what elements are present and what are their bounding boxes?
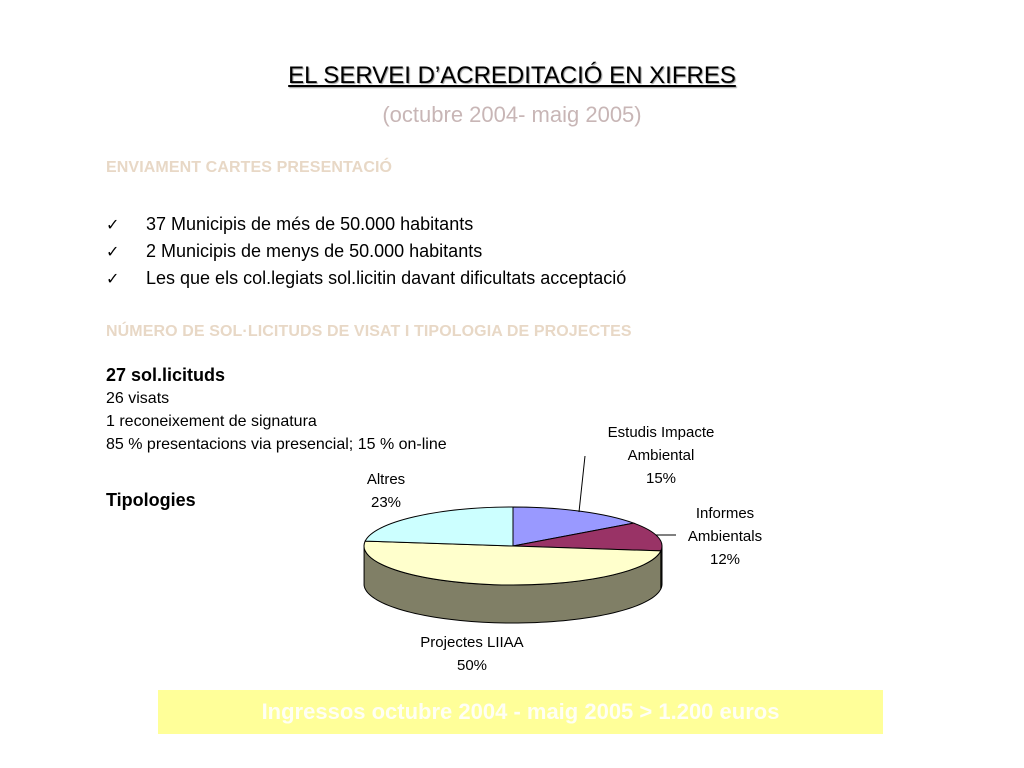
solicituds-line: 1 reconeixement de signatura: [106, 413, 317, 430]
slice-label-line: Ambiental: [627, 447, 695, 464]
slice-label-projectes: [402, 631, 542, 677]
slice-label-value: 12%: [709, 551, 741, 568]
list-item-text: 2 Municipis de menys de 50.000 habitants: [146, 241, 483, 261]
slice-label-line: Altres: [366, 471, 406, 488]
slice-label-value: 50%: [456, 657, 488, 674]
section-heading-cartes: ENVIAMENT CARTES PRESENTACIÓ: [106, 159, 393, 176]
slice-label-line: Ambientals: [687, 528, 763, 545]
income-banner: [158, 690, 883, 734]
checkmark-icon: ✓: [106, 269, 120, 288]
income-banner-text: Ingressos octubre 2004 - maig 2005 > 1.200 euros: [261, 699, 780, 724]
page-subtitle: (octubre 2004- maig 2005): [382, 102, 642, 127]
checkmark-icon: ✓: [106, 215, 120, 234]
list-item-text: Les que els col.legiats sol.licitin davant dificultats acceptació: [146, 268, 627, 288]
checkmark-icon: ✓: [106, 242, 120, 261]
slice-label-value: 15%: [645, 470, 677, 487]
slice-label-estudis: [588, 421, 734, 490]
slice-label-value: 23%: [370, 494, 402, 511]
solicituds-total: 27 sol.licituds: [106, 365, 226, 385]
solicituds-line: 26 visats: [106, 390, 170, 407]
slice-label-informes: [676, 502, 774, 571]
tipologies-label: Tipologies: [106, 490, 196, 510]
slice-label-line: Projectes LIIAA: [420, 634, 524, 651]
list-item-text: 37 Municipis de més de 50.000 habitants: [146, 214, 474, 234]
section-heading-solicituds: NÚMERO DE SOL·LICITUDS DE VISAT I TIPOLOGIA DE PROJECTES: [106, 323, 632, 340]
page-title: EL SERVEI D’ACREDITACIÓ EN XIFRES: [288, 62, 736, 89]
solicituds-line: 85 % presentacions via presencial; 15 % on-line: [106, 436, 447, 453]
slice-label-line: Informes: [695, 505, 755, 522]
leader-line-estudis: [579, 456, 585, 512]
slice-label-line: Estudis Impacte: [607, 424, 715, 441]
slice-label-altres: [350, 468, 422, 514]
